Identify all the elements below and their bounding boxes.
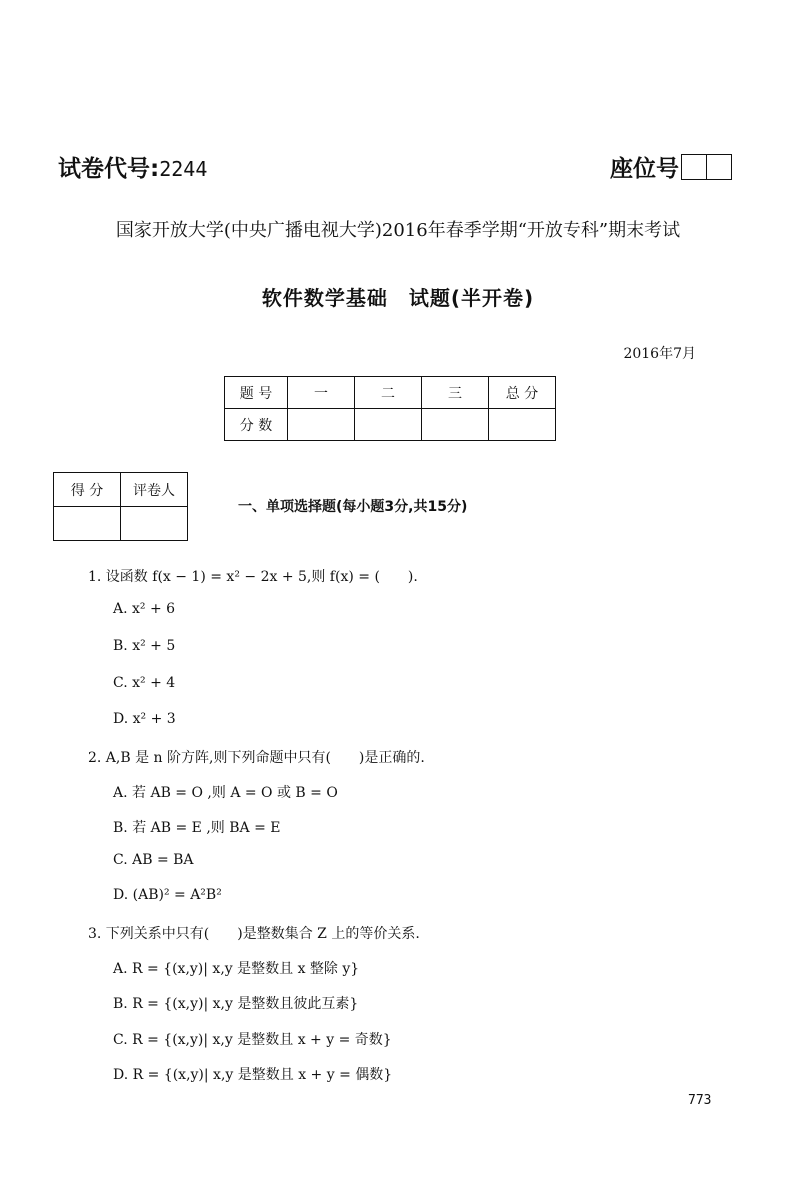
question-option: D. x² + 3 [113,711,176,727]
question-stem: 1. 设函数 f(x − 1) = x² − 2x + 5,则 f(x) = ( ). [88,569,418,585]
seat-number-boxes [681,154,732,180]
question-option: C. AB = BA [113,852,194,868]
score-table-cell: 二 [355,377,422,409]
question-option: C. R = {(x,y)| x,y 是整数且 x + y = 奇数} [113,1032,392,1048]
question-stem: 2. A,B 是 n 阶方阵,则下列命题中只有( )是正确的. [88,750,425,766]
score-table-cell: 题 号 [225,377,288,409]
seat-box [681,154,707,180]
score-table-empty-cell [489,409,556,441]
score-table-cell: 三 [422,377,489,409]
question-option: C. x² + 4 [113,675,176,691]
question-option: B. 若 AB = E ,则 BA = E [113,820,281,836]
score-table-empty-cell [355,409,422,441]
grader-table-cell: 得 分 [54,473,121,507]
grader-table-header-row [54,473,188,507]
question-option: A. x² + 6 [113,601,176,617]
grader-table-empty-cell [54,507,121,541]
page-number: 773 [688,1093,712,1108]
score-table-header-row [225,377,556,409]
exam-code-value: 2244 [159,157,208,181]
grader-table-empty-cell [121,507,188,541]
grader-table-blank-row [54,507,188,541]
exam-title: 国家开放大学(中央广播电视大学)2016年春季学期“开放专科”期末考试 [115,220,681,241]
exam-date: 2016年7月 [623,346,696,362]
section-title: 一、单项选择题(每小题3分,共15分) [238,499,468,515]
question-stem: 3. 下列关系中只有( )是整数集合 Z 上的等价关系. [88,926,420,942]
grader-table-cell: 评卷人 [121,473,188,507]
question-option: B. R = {(x,y)| x,y 是整数且彼此互素} [113,996,359,1012]
paper-title: 软件数学基础 试题(半开卷) [261,286,535,310]
seat-box [707,154,732,180]
score-table [224,376,556,441]
question-option: A. 若 AB = O ,则 A = O 或 B = O [113,785,338,801]
score-table-empty-cell [288,409,355,441]
grader-table [53,472,188,541]
score-table-score-row [225,409,556,441]
score-table-cell: 分 数 [225,409,288,441]
score-table-empty-cell [422,409,489,441]
seat-number-label: 座位号 [610,156,679,182]
score-table-cell: 总 分 [489,377,556,409]
seat-number [610,150,732,183]
score-table-cell: 一 [288,377,355,409]
exam-code [58,150,207,183]
question-option: D. R = {(x,y)| x,y 是整数且 x + y = 偶数} [113,1067,393,1083]
question-option: A. R = {(x,y)| x,y 是整数且 x 整除 y} [113,961,360,977]
exam-code-label: 试卷代号: [58,156,160,182]
question-option: B. x² + 5 [113,638,176,654]
question-option: D. (AB)² = A²B² [113,887,222,903]
